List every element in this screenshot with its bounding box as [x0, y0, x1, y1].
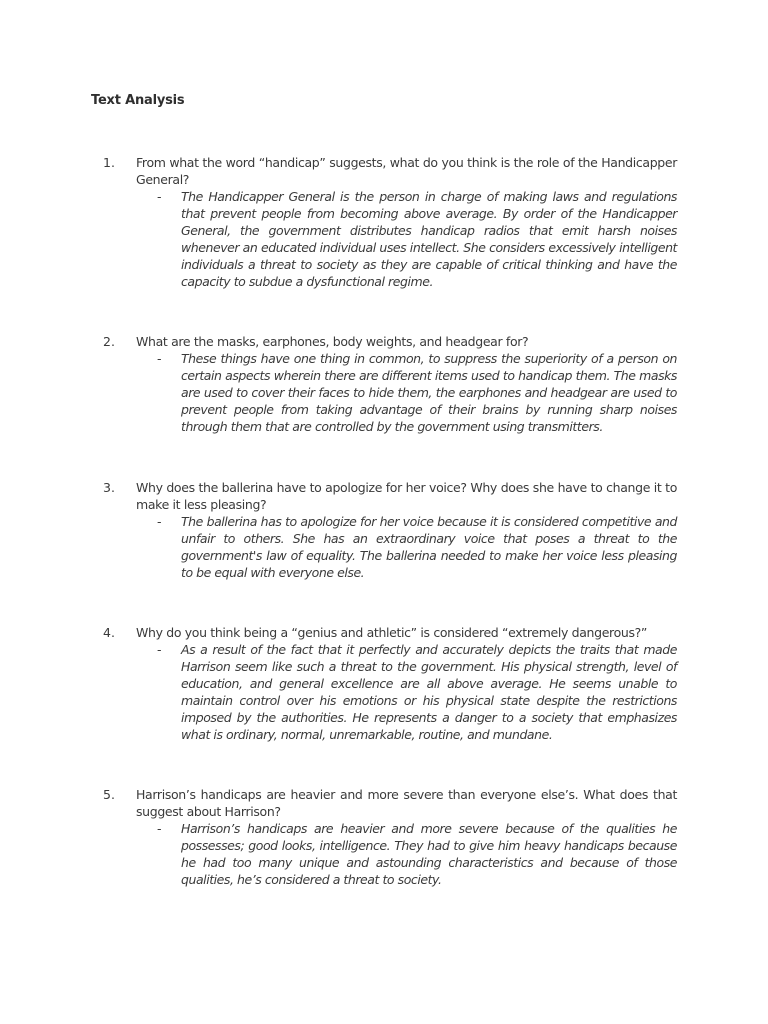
- item-number: 4.: [103, 625, 115, 640]
- item-number: 3.: [103, 480, 115, 495]
- item-number: 5.: [103, 787, 115, 802]
- bullet-dash: -: [157, 642, 162, 657]
- answer-text: The ballerina has to apologize for her voice because it is considered competitive and unfair to others. She has an extraordinary voice that poses a threat to the government's law of equality. The ballerina needed to make her voice less pleasing to be equal with everyone else.: [181, 514, 677, 580]
- question-text: Why do you think being a “genius and athletic” is considered “extremely dangerous?”: [136, 625, 648, 640]
- answer-text: As a result of the fact that it perfectly and accurately depicts the traits that made Harrison seem like such a threat to the government. His physical strength, level of education, and general excellence are all above average. He seems unable to maintain control over his emotions or his physical state despite the restrictions imposed by the authorities. He represents a danger to a society that emphasizes what is ordinary, normal, unremarkable, routine, and mundane.: [181, 642, 677, 742]
- answer-text: The Handicapper General is the person in charge of making laws and regulations that prevent people from becoming above average. By order of the Handicapper General, the government distributes handicap radios that emit harsh noises whenever an educated individual uses intellect. She considers excessively intelligent individuals a threat to society as they are capable of critical thinking and have the capacity to subdue a dysfunctional regime.: [181, 189, 677, 289]
- question-text: What are the masks, earphones, body weights, and headgear for?: [136, 334, 529, 349]
- bullet-dash: -: [157, 514, 162, 529]
- answer-text: Harrison’s handicaps are heavier and more severe because of the qualities he possesses; good looks, intelligence. They had to give him heavy handicaps because he had too many unique and astounding characteristics and because of those qualities, he’s considered a threat to society.: [181, 821, 677, 887]
- bullet-dash: -: [157, 821, 162, 836]
- question-text: Why does the ballerina have to apologize for her voice? Why does she have to change it to make it less pleasing?: [136, 480, 677, 512]
- item-number: 1.: [103, 155, 115, 170]
- page-title: Text Analysis: [91, 93, 185, 108]
- bullet-dash: -: [157, 351, 162, 366]
- answer-text: These things have one thing in common, to suppress the superiority of a person on certain aspects wherein there are different items used to handicap them. The masks are used to cover their faces to hide them, the earphones and headgear are used to prevent people from taking advantage of their brains by running sharp noises through them that are controlled by the government using transmitters.: [181, 351, 677, 434]
- bullet-dash: -: [157, 189, 162, 204]
- item-number: 2.: [103, 334, 115, 349]
- question-text: Harrison’s handicaps are heavier and more severe than everyone else’s. What does that suggest about Harrison?: [136, 787, 677, 819]
- question-text: From what the word “handicap” suggests, what do you think is the role of the Handicapper General?: [136, 155, 677, 187]
